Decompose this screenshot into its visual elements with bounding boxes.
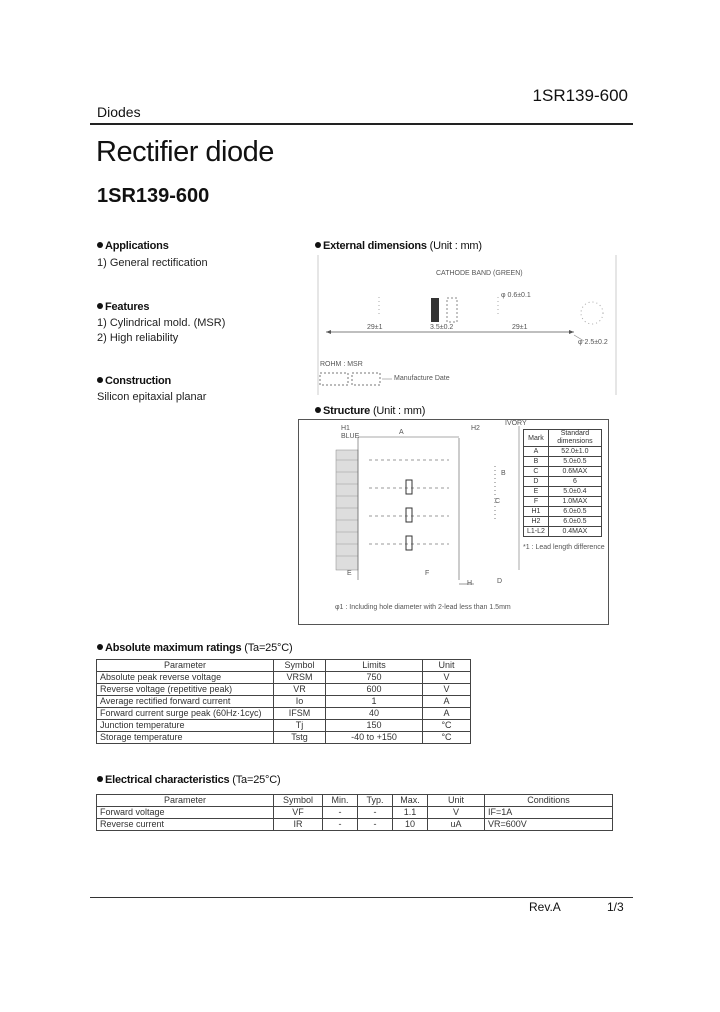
- bullet-icon: [315, 242, 321, 248]
- features-item: 2) High reliability: [97, 332, 179, 344]
- table-header: Unit: [423, 660, 471, 672]
- table-cell: -: [323, 807, 358, 819]
- dimension-d-label: D: [497, 578, 503, 585]
- table-cell: Forward voltage: [97, 807, 274, 819]
- table-header: Max.: [393, 795, 428, 807]
- lead-length-right-label: 29±1: [512, 324, 528, 331]
- structure-footnote: φ1 : Including hole diameter with 2-lead less than 1.5mm: [335, 604, 511, 611]
- external-dimensions-heading-text: External dimensions: [323, 240, 427, 252]
- table-cell: VR=600V: [485, 819, 613, 831]
- table-cell: E: [524, 487, 549, 497]
- absolute-max-heading: [97, 642, 292, 654]
- features-heading: [97, 301, 149, 313]
- table-cell: V: [428, 807, 485, 819]
- table-header: Mark: [524, 430, 549, 447]
- table-cell: 40: [326, 708, 423, 720]
- bullet-icon: [97, 377, 103, 383]
- page-title: Rectifier diode: [96, 136, 274, 168]
- features-item: 1) Cylindrical mold. (MSR): [97, 317, 226, 329]
- table-cell: VF: [274, 807, 323, 819]
- table-header: Limits: [326, 660, 423, 672]
- condition-note: (Ta=25°C): [232, 774, 281, 786]
- table-row: [524, 457, 602, 467]
- table-cell: 52.0±1.0: [548, 447, 601, 457]
- table-cell: °C: [423, 732, 471, 744]
- rohm-package-label: ROHM : MSR: [320, 361, 363, 368]
- table-cell: 6: [548, 477, 601, 487]
- table-cell: A: [423, 696, 471, 708]
- revision-label: Rev.A: [529, 900, 561, 914]
- table-row: [524, 527, 602, 537]
- unit-note: (Unit : mm): [429, 240, 482, 252]
- table-cell: 1.1: [393, 807, 428, 819]
- table-cell: C: [524, 467, 549, 477]
- table-row: [524, 467, 602, 477]
- body-length-label: 3.5±0.2: [430, 324, 454, 331]
- construction-heading-text: Construction: [105, 375, 172, 387]
- table-row: [97, 672, 471, 684]
- table-header: Symbol: [274, 795, 323, 807]
- lead-length-left-label: 29±1: [367, 324, 383, 331]
- cathode-band-label: CATHODE BAND (GREEN): [436, 270, 523, 277]
- table-cell: V: [423, 672, 471, 684]
- absolute-max-heading-text: Absolute maximum ratings: [105, 642, 242, 654]
- table-cell: 150: [326, 720, 423, 732]
- table-cell: Forward current surge peak (60Hz·1cyc): [97, 708, 274, 720]
- table-row: [97, 720, 471, 732]
- table-row: [524, 477, 602, 487]
- table-cell: Reverse voltage (repetitive peak): [97, 684, 274, 696]
- dimension-h-label: H: [467, 580, 473, 587]
- electrical-heading-text: Electrical characteristics: [105, 774, 230, 786]
- table-header: Min.: [323, 795, 358, 807]
- table-header: Conditions: [485, 795, 613, 807]
- applications-heading-text: Applications: [105, 240, 169, 252]
- table-cell: Reverse current: [97, 819, 274, 831]
- applications-item: 1) General rectification: [97, 257, 208, 269]
- table-cell: Junction temperature: [97, 720, 274, 732]
- dimension-e-label: E: [347, 570, 352, 577]
- table-cell: Storage temperature: [97, 732, 274, 744]
- table-row: [97, 732, 471, 744]
- table-cell: IF=1A: [485, 807, 613, 819]
- part-number-title: 1SR139-600: [97, 185, 210, 207]
- table-cell: H1: [524, 507, 549, 517]
- table-cell: V: [423, 684, 471, 696]
- header-part-number: 1SR139-600: [532, 86, 628, 105]
- table-row: [524, 497, 602, 507]
- unit-note: (Unit : mm): [372, 405, 426, 417]
- table-header: Parameter: [97, 660, 274, 672]
- table-cell: 0.6MAX: [548, 467, 601, 477]
- table-row: [97, 684, 471, 696]
- table-row: [524, 507, 602, 517]
- external-dimensions-drawing: [312, 255, 617, 395]
- table-cell: °C: [423, 720, 471, 732]
- table-row: [524, 447, 602, 457]
- bullet-icon: [97, 776, 103, 782]
- table-row: [97, 708, 471, 720]
- table-cell: 1.0MAX: [548, 497, 601, 507]
- table-cell: Average rectified forward current: [97, 696, 274, 708]
- footer-divider: [90, 897, 633, 898]
- table-cell: Tstg: [274, 732, 326, 744]
- manufacture-date-label: Manufacture Date: [394, 375, 450, 382]
- category-label: Diodes: [97, 104, 141, 120]
- table-cell: A: [524, 447, 549, 457]
- table-cell: 6.0±0.5: [548, 507, 601, 517]
- table-row: [524, 517, 602, 527]
- table-cell: H2: [524, 517, 549, 527]
- table-cell: IFSM: [274, 708, 326, 720]
- table-cell: uA: [428, 819, 485, 831]
- table-cell: 1: [326, 696, 423, 708]
- table-row: [97, 807, 613, 819]
- construction-heading: [97, 375, 171, 387]
- construction-text: Silicon epitaxial planar: [97, 391, 207, 403]
- features-heading-text: Features: [105, 301, 150, 313]
- table-cell: 750: [326, 672, 423, 684]
- table-cell: D: [524, 477, 549, 487]
- table-cell: VRSM: [274, 672, 326, 684]
- table-cell: L1-L2: [524, 527, 549, 537]
- table-cell: -40 to +150: [326, 732, 423, 744]
- table-cell: 6.0±0.5: [548, 517, 601, 527]
- table-cell: Absolute peak reverse voltage: [97, 672, 274, 684]
- table-header: Standard dimensions: [548, 430, 601, 447]
- header-divider: [90, 123, 633, 125]
- ivory-label: IVORY: [505, 420, 527, 427]
- table-cell: 10: [393, 819, 428, 831]
- table-cell: VR: [274, 684, 326, 696]
- blue-label: BLUE: [341, 433, 360, 440]
- h2-label: H2: [471, 425, 480, 432]
- condition-note: (Ta=25°C): [244, 642, 293, 654]
- table-cell: 5.0±0.4: [548, 487, 601, 497]
- dimension-a-label: A: [399, 429, 404, 436]
- dimension-c-label: C: [495, 498, 501, 505]
- structure-drawing-box: [298, 419, 609, 625]
- table-header: Symbol: [274, 660, 326, 672]
- applications-heading: [97, 240, 169, 252]
- structure-dimension-table: [523, 429, 602, 537]
- structure-table-note: *1 : Lead length difference: [523, 544, 605, 551]
- lead-diameter-label: φ 0.6±0.1: [501, 292, 531, 299]
- bullet-icon: [97, 644, 103, 650]
- external-dimensions-heading: [315, 240, 482, 252]
- table-cell: 5.0±0.5: [548, 457, 601, 467]
- table-header: Unit: [428, 795, 485, 807]
- table-cell: 0.4MAX: [548, 527, 601, 537]
- bullet-icon: [97, 303, 103, 309]
- table-header: Parameter: [97, 795, 274, 807]
- dimension-f-label: F: [425, 570, 430, 577]
- table-cell: IR: [274, 819, 323, 831]
- table-cell: Tj: [274, 720, 326, 732]
- bullet-icon: [315, 407, 321, 413]
- dimension-b-label: B: [501, 470, 506, 477]
- structure-heading: [315, 405, 425, 417]
- bullet-icon: [97, 242, 103, 248]
- table-cell: 600: [326, 684, 423, 696]
- h1-label: H1: [341, 425, 350, 432]
- table-cell: A: [423, 708, 471, 720]
- electrical-table: [96, 794, 613, 831]
- table-cell: -: [358, 819, 393, 831]
- table-header: Typ.: [358, 795, 393, 807]
- electrical-heading: [97, 774, 280, 786]
- page-number: 1/3: [607, 900, 624, 914]
- table-cell: Io: [274, 696, 326, 708]
- body-diameter-label: φ 2.5±0.2: [578, 339, 608, 346]
- table-cell: -: [358, 807, 393, 819]
- table-cell: F: [524, 497, 549, 507]
- absolute-max-table: [96, 659, 471, 744]
- table-row: [524, 487, 602, 497]
- table-row: [97, 819, 613, 831]
- table-cell: B: [524, 457, 549, 467]
- table-row: [97, 696, 471, 708]
- structure-heading-text: Structure: [323, 405, 371, 417]
- table-cell: -: [323, 819, 358, 831]
